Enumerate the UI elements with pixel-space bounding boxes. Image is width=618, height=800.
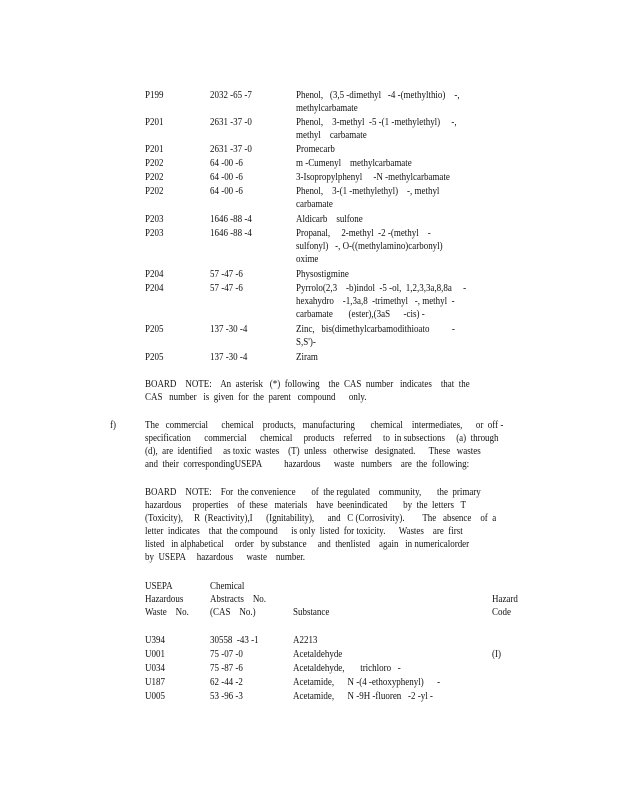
table-cell-code: P205	[145, 324, 164, 335]
table-cell-substance: Acetaldehyde, trichloro -	[293, 663, 401, 674]
header-hazard: Code	[492, 607, 511, 618]
table-cell-code: P205	[145, 352, 164, 363]
table-cell-substance: Phenol, (3,5 -dimethyl -4 -(methylthio) -,	[296, 90, 460, 101]
table-cell-substance: S,S')-	[296, 337, 316, 348]
header-cas: Chemical	[210, 581, 245, 592]
section-line: (d), are identified as toxic wastes (T) unless otherwise designated. These wastes	[145, 446, 481, 457]
table-cell-code: U001	[145, 649, 165, 660]
header-usepa: Hazardous	[145, 594, 184, 605]
section-line: The commercial chemical products, manufacturing chemical intermediates, or off -	[145, 420, 504, 431]
table-cell-cas: 75 -87 -6	[210, 663, 243, 674]
note-line: letter indicates that the compound is only listed for toxicity. Wastes are first	[145, 526, 463, 537]
table-cell-code: P203	[145, 214, 164, 225]
table-cell-cas: 137 -30 -4	[210, 352, 248, 363]
table-cell-code: P204	[145, 283, 164, 294]
header-substance: Substance	[293, 607, 330, 618]
table-cell-code: P201	[145, 144, 164, 155]
table-cell-substance: carbamate (ester),(3aS -cis) -	[296, 309, 425, 320]
section-line: specification commercial chemical products referred to in subsections (a) through	[145, 433, 499, 444]
table-cell-substance: Pyrrolo(2,3 -b)indol -5 -ol, 1,2,3,3a,8,8a -	[296, 283, 467, 294]
table-cell-substance: carbamate	[296, 199, 333, 210]
table-cell-cas: 53 -96 -3	[210, 691, 243, 702]
note-line: CAS number is given for the parent compound only.	[145, 392, 367, 403]
note-line: BOARD NOTE: For the convenience of the regulated community, the primary	[145, 487, 481, 498]
table-cell-cas: 1646 -88 -4	[210, 228, 252, 239]
table-cell-substance: oxime	[296, 254, 319, 265]
header-hazard: Hazard	[492, 594, 518, 605]
table-cell-substance: Zinc, bis(dimethylcarbamodithioato -	[296, 324, 455, 335]
table-cell-substance: sulfonyl) -, O-((methylamino)carbonyl)	[296, 241, 443, 252]
table-cell-cas: 57 -47 -6	[210, 269, 243, 280]
table-cell-code: P201	[145, 117, 164, 128]
note-line: (Toxicity), R (Reactivity),I (Ignitability), and C (Corrosivity). The absence of a	[145, 513, 497, 524]
table-cell-substance: Phenol, 3-(1 -methylethyl) -, methyl	[296, 186, 440, 197]
header-usepa: USEPA	[145, 581, 173, 592]
table-cell-substance: 3-Isopropylphenyl -N -methylcarbamate	[296, 172, 450, 183]
table-cell-substance: Promecarb	[296, 144, 335, 155]
table-cell-cas: 64 -00 -6	[210, 158, 243, 169]
table-cell-substance: Ziram	[296, 352, 318, 363]
table-cell-hazard: (I)	[492, 649, 501, 660]
table-cell-substance: methylcarbamate	[296, 103, 358, 114]
table-cell-code: P204	[145, 269, 164, 280]
note-line: by USEPA hazardous waste number.	[145, 552, 306, 563]
note-line: hazardous properties of these materials have beenindicated by the letters T	[145, 500, 466, 511]
table-cell-cas: 2631 -37 -0	[210, 117, 252, 128]
table-cell-code: P203	[145, 228, 164, 239]
table-cell-code: U187	[145, 677, 165, 688]
table-cell-code: P202	[145, 186, 164, 197]
table-cell-cas: 57 -47 -6	[210, 283, 243, 294]
table-cell-substance: Phenol, 3-methyl -5 -(1 -methylethyl) -,	[296, 117, 457, 128]
header-usepa: Waste No.	[145, 607, 189, 618]
table-cell-code: P202	[145, 158, 164, 169]
table-cell-code: U394	[145, 635, 165, 646]
table-cell-cas: 2631 -37 -0	[210, 144, 252, 155]
table-cell-substance: Acetaldehyde	[293, 649, 343, 660]
table-cell-cas: 75 -07 -0	[210, 649, 243, 660]
table-cell-substance: A2213	[293, 635, 318, 646]
table-cell-code: U034	[145, 663, 165, 674]
section-label: f)	[110, 420, 116, 431]
table-cell-substance: hexahydro -1,3a,8 -trimethyl -, methyl -	[296, 296, 455, 307]
section-line: and their correspondingUSEPA hazardous waste numbers are the following:	[145, 459, 470, 470]
table-cell-cas: 137 -30 -4	[210, 324, 248, 335]
table-cell-substance: Physostigmine	[296, 269, 349, 280]
table-cell-code: U005	[145, 691, 165, 702]
table-cell-cas: 64 -00 -6	[210, 186, 243, 197]
table-cell-substance: Acetamide, N -(4 -ethoxyphenyl) -	[293, 677, 441, 688]
table-cell-cas: 62 -44 -2	[210, 677, 243, 688]
table-cell-substance: m -Cumenyl methylcarbamate	[296, 158, 412, 169]
table-cell-cas: 30558 -43 -1	[210, 635, 259, 646]
header-cas: Abstracts No.	[210, 594, 267, 605]
table-cell-code: P202	[145, 172, 164, 183]
header-cas: (CAS No.)	[210, 607, 256, 618]
table-cell-substance: Acetamide, N -9H -fluoren -2 -yl -	[293, 691, 433, 702]
note-line: BOARD NOTE: An asterisk (*) following the CAS number indicates that the	[145, 379, 470, 390]
table-cell-cas: 64 -00 -6	[210, 172, 243, 183]
note-line: listed in alphabetical order by substance and thenlisted again in numericalorder	[145, 539, 470, 550]
table-cell-cas: 1646 -88 -4	[210, 214, 252, 225]
table-cell-substance: Aldicarb sulfone	[296, 214, 363, 225]
table-cell-substance: Propanal, 2-methyl -2 -(methyl -	[296, 228, 431, 239]
table-cell-substance: methyl carbamate	[296, 130, 367, 141]
table-cell-code: P199	[145, 90, 164, 101]
table-cell-cas: 2032 -65 -7	[210, 90, 252, 101]
